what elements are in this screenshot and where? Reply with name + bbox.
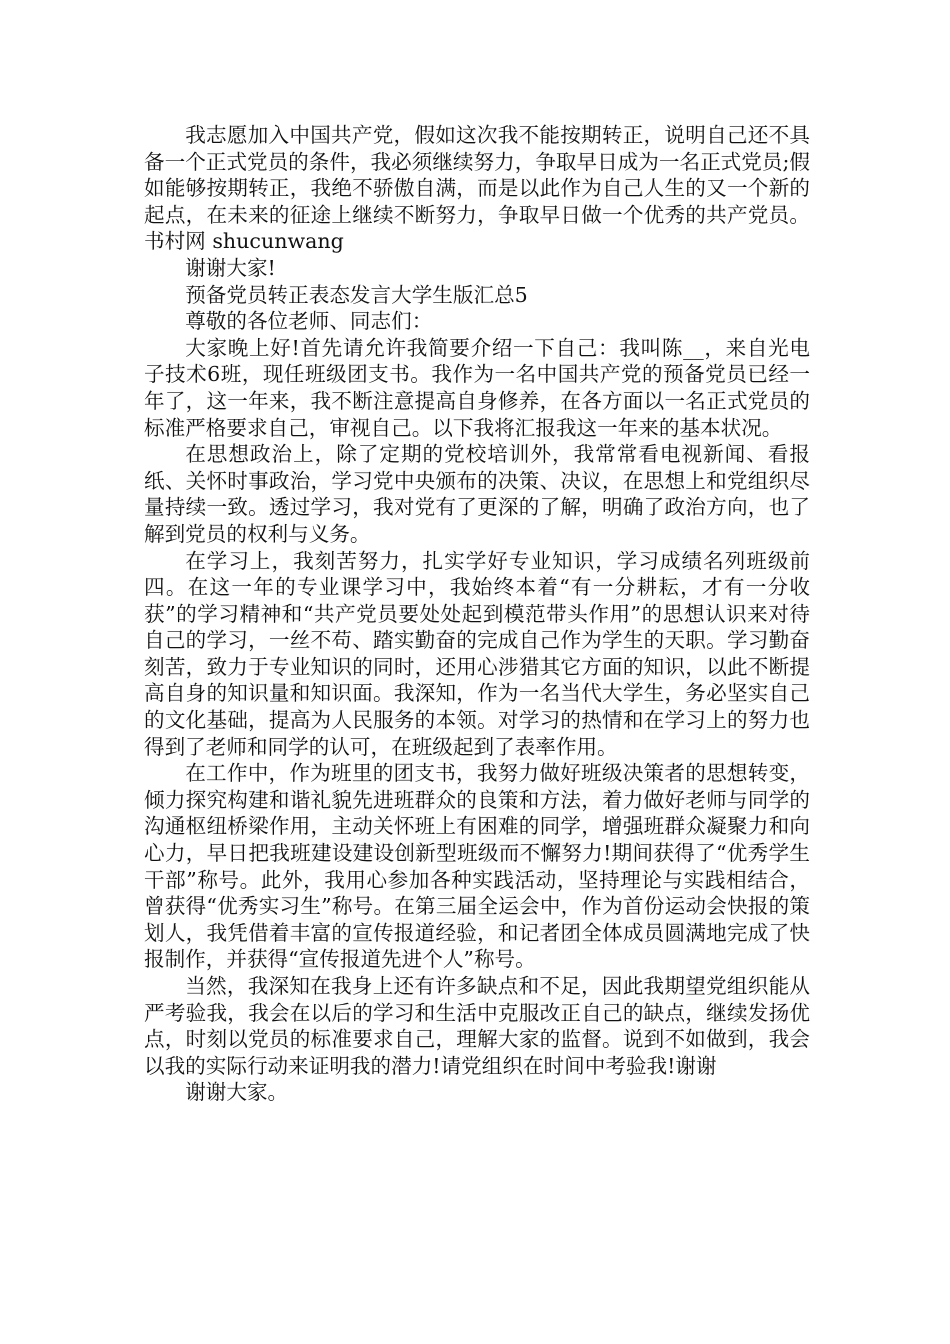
paragraph-work: 在工作中，作为班里的团支书，我努力做好班级决策者的思想转变，倾力探究构建和谐礼貌先进班群众的良策和方法，着力做好老师与同学的沟通枢纽桥梁作用，主动关怀班上有困难的同学，增强班群众凝聚力和向心力，早日把我班建设建设创新型班级而不懈努力!期间获得了“优秀学生干部”称号。此外，我用心参加各种实践活动，坚持理论与实践相结合，曾获得“优秀实习生”称号。在第三届全运会中，作为首份运动会快报的策划人，我凭借着丰富的宣传报道经验，和记者团全体成员圆满地完成了快报制作，并获得“宣传报道先进个人”称号。 (144, 761, 810, 972)
paragraph-final-thanks: 谢谢大家。 (185, 1080, 289, 1105)
paragraph-closing-pledge: 我志愿加入中国共产党，假如这次我不能按期转正，说明自己还不具备一个正式党员的条件，我必须继续努力，争取早日成为一名正式党员;假如能够按期转正，我绝不骄傲自满，而是以此作为自己人生的又一个新的起点，在未来的征途上继续不断努力，争取早日做一个优秀的共产党员。书村网 shucunwang (144, 123, 810, 254)
paragraph-study: 在学习上，我刻苦努力，扎实学好专业知识，学习成绩名列班级前四。在这一年的专业课学习中，我始终本着“有一分耕耘，才有一分收获”的学习精神和“共产党员要处处起到模范带头作用”的思想认识来对待自己的学习，一丝不苟、踏实勤奋的完成自己作为学生的天职。学习勤奋刻苦，致力于专业知识的同时，还用心涉猎其它方面的知识，以此不断提高自身的知识量和知识面。我深知，作为一名当代大学生，务必坚实自己的文化基础，提高为人民服务的本领。对学习的热情和在学习上的努力也得到了老师和同学的认可，在班级起到了表率作用。 (144, 548, 810, 759)
paragraph-thanks: 谢谢大家! (185, 255, 276, 280)
paragraph-shortcomings: 当然，我深知在我身上还有许多缺点和不足，因此我期望党组织能从严考验我，我会在以后的学习和生活中克服改正自己的缺点，继续发扬优点，时刻以党员的标准要求自己，理解大家的监督。说到不如做到，我会以我的实际行动来证明我的潜力!请党组织在时间中考验我!谢谢 (144, 974, 810, 1078)
paragraph-political-thought: 在思想政治上，除了定期的党校培训外，我常常看电视新闻、看报纸、关怀时事政治，学习党中央颁布的决策、决议，在思想上和党组织尽量持续一致。透过学习，我对党有了更深的了解，明确了政治方向，也了解到党员的权利与义务。 (144, 442, 810, 546)
document-body (144, 122, 810, 1106)
paragraph-introduction: 大家晚上好!首先请允许我简要介绍一下自己：我叫陈__，来自光电子技术6班，现任班级团支书。我作为一名中国共产党的预备党员已经一年了，这一年来，我不断注意提高自身修养，在各方面以一名正式党员的标准严格要求自己，审视自己。以下我将汇报我这一年来的基本状况。 (144, 335, 810, 440)
salutation: 尊敬的各位老师、同志们： (185, 309, 433, 334)
section-heading: 预备党员转正表态发言大学生版汇总5 (185, 282, 528, 307)
